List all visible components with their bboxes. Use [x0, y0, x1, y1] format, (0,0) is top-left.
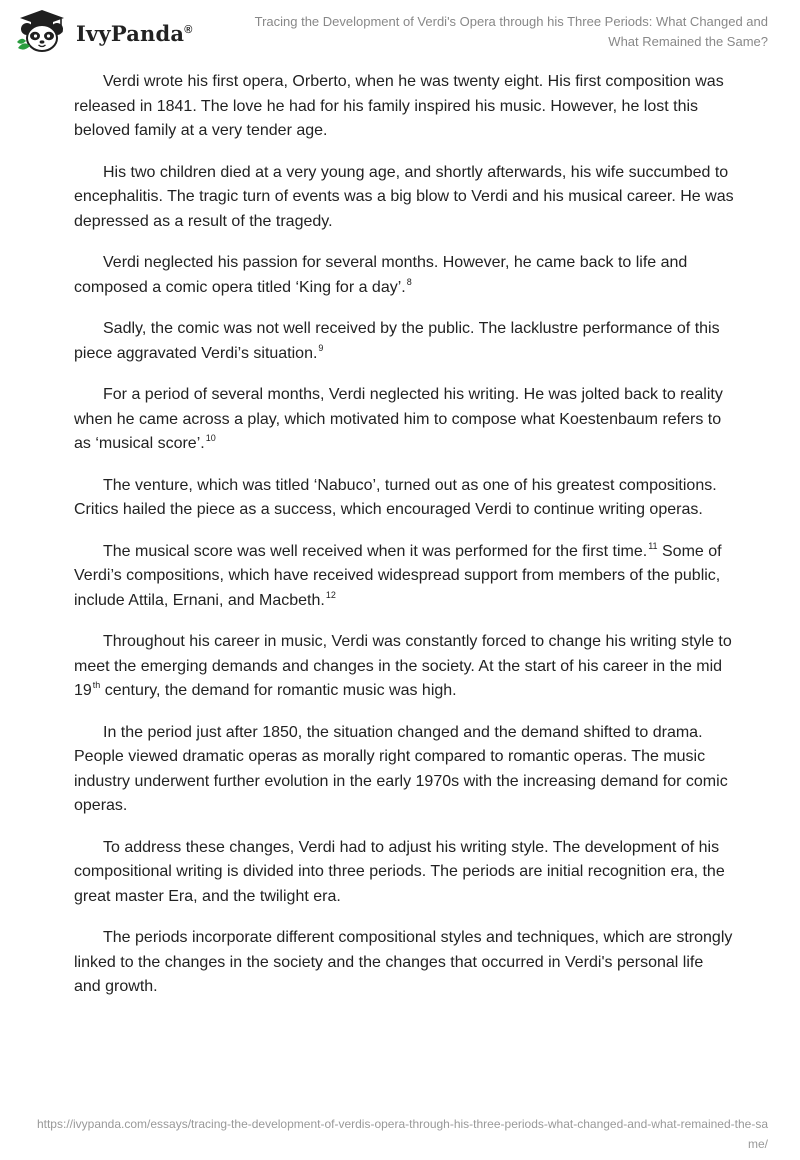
- paragraph: For a period of several months, Verdi neglected his writing. He was jolted back to reality when he came across a play, which motivated him to compose what Koestenbaum refers to as ‘musical score’.$^{10}$: [74, 386, 723, 452]
- source-url[interactable]: https://ivypanda.com/essays/tracing-the-development-of-verdis-opera-through-his-three-periods-what-changed-and-what-remained-the-same/: [36, 1117, 768, 1151]
- footnote-ref[interactable]: 9: [318, 342, 324, 353]
- paragraph: The musical score was well received when it was performed for the first time.$^{11}$ Some of Verdi’s compositions, which have received widespread support from members of the public, include Attila, Ernani, and Macbeth.$^{12}$: [74, 540, 722, 609]
- footnote-ref[interactable]: 11: [648, 540, 658, 551]
- logo-wordmark: IvyPanda®: [76, 20, 193, 46]
- paragraph: The periods incorporate different compositional styles and techniques, which are strongly linked to the changes in the society and the changes that occurred in Verdi's personal life and growth.: [74, 929, 733, 995]
- paragraph: The venture, which was titled ‘Nabuco’, turned out as one of his greatest compositions. Critics hailed the piece as a success, which encouraged Verdi to continue writing operas.: [74, 476, 717, 518]
- paragraph: To address these changes, Verdi had to adjust his writing style. The development of his compositional writing is divided into three periods. The periods are initial recognition era, the great master Era, and the twilight era.: [74, 838, 725, 905]
- paragraph: Verdi wrote his first opera, Orberto, when he was twenty eight. His first composition was released in 1841. The love he had for his family inspired his music. However, he lost this beloved family at a very tender age.: [74, 73, 724, 139]
- footnote-ref[interactable]: 8: [406, 276, 412, 287]
- document-title: Tracing the Development of Verdi's Opera through his Three Periods: What Changed and What Remained the Same?: [254, 14, 768, 49]
- page-header: [0, 0, 800, 60]
- ordinal-suffix: th: [92, 680, 101, 690]
- footnote-ref[interactable]: 12: [325, 589, 336, 600]
- essay-body: [74, 70, 734, 1017]
- paragraph: Throughout his career in music, Verdi was constantly forced to change his writing style to meet the emerging demands and changes in the society. At the start of his career in the mid 19th century, the demand for romantic music was high.: [74, 633, 732, 699]
- paragraph: In the period just after 1850, the situation changed and the demand shifted to drama. People viewed dramatic operas as morally right compared to romantic operas. The music industry underwent further evolution in the early 1970s with the increasing demand for comic operas.: [74, 723, 728, 814]
- panda-graduate-icon: [14, 8, 70, 54]
- ivypanda-logo[interactable]: [14, 8, 193, 54]
- paragraph: His two children died at a very young age, and shortly afterwards, his wife succumbed to encephalitis. The tragic turn of events was a big blow to Verdi and his musical career. He was depressed as a result of the tragedy.: [74, 163, 734, 230]
- footnote-ref[interactable]: 10: [205, 433, 216, 443]
- paragraph: Sadly, the comic was not well received by the public. The lacklustre performance of this piece aggravated Verdi’s situation.$^9$: [74, 320, 720, 362]
- paragraph: Verdi neglected his passion for several months. However, he came back to life and composed a comic opera titled ‘King for a day’.$^8$: [74, 254, 688, 296]
